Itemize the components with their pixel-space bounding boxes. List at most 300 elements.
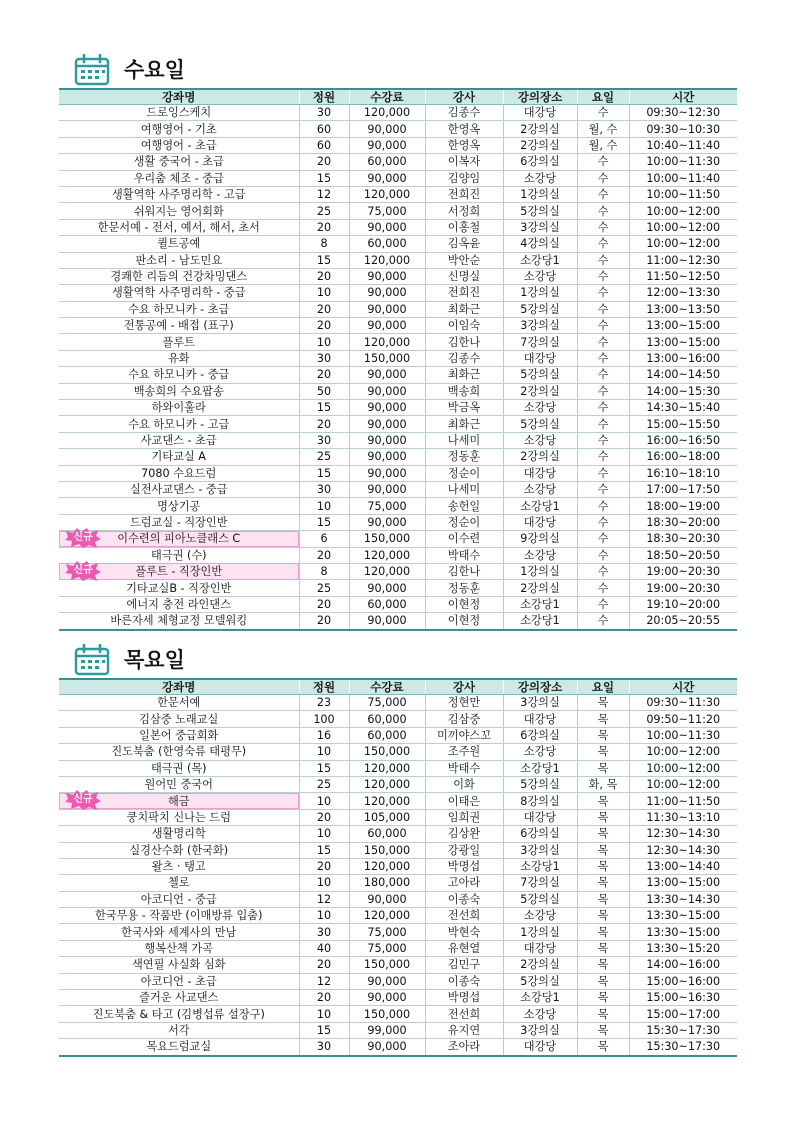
room-cell: 7강의실 — [503, 334, 577, 350]
day-cell: 수 — [577, 613, 629, 630]
room-cell: 2강의실 — [503, 449, 577, 465]
time-cell: 18:30~20:30 — [629, 531, 737, 547]
table-row — [59, 236, 737, 252]
course-name: 명상기공 — [157, 499, 201, 513]
time-cell: 13:30~15:00 — [629, 924, 737, 940]
fee-cell: 120,000 — [349, 776, 425, 792]
room-cell: 소강당1 — [503, 760, 577, 776]
time-cell: 12:00~13:30 — [629, 285, 737, 301]
time-cell: 10:00~12:00 — [629, 776, 737, 792]
fee-cell: 90,000 — [349, 580, 425, 596]
fee-cell: 60,000 — [349, 826, 425, 842]
fee-cell: 60,000 — [349, 727, 425, 743]
fee-cell: 90,000 — [349, 432, 425, 448]
table-body — [59, 105, 737, 630]
table-row — [59, 776, 737, 792]
table-row — [59, 252, 737, 268]
column-header: 수강료 — [349, 89, 425, 105]
teacher-cell: 김옥윤 — [425, 236, 503, 252]
capacity-cell: 50 — [299, 383, 349, 399]
teacher-cell: 이복자 — [425, 154, 503, 170]
time-cell: 19:00~20:30 — [629, 563, 737, 579]
room-cell: 2강의실 — [503, 137, 577, 153]
fee-cell: 90,000 — [349, 318, 425, 334]
course-name: 사교댄스 - 초급 — [140, 434, 217, 447]
fee-cell: 60,000 — [349, 236, 425, 252]
time-cell: 10:00~11:30 — [629, 154, 737, 170]
table-row — [59, 1006, 737, 1022]
room-cell: 소강당 — [503, 744, 577, 760]
table-row — [59, 105, 737, 121]
teacher-cell: 박명섭 — [425, 858, 503, 874]
teacher-cell: 조주원 — [425, 744, 503, 760]
course-name: 7080 수요드럼 — [141, 466, 217, 480]
time-cell: 10:00~11:40 — [629, 170, 737, 186]
room-cell: 2강의실 — [503, 957, 577, 973]
teacher-cell: 김한나 — [425, 334, 503, 350]
fee-cell: 120,000 — [349, 858, 425, 874]
teacher-cell: 한영옥 — [425, 121, 503, 137]
time-cell: 15:30~17:30 — [629, 1039, 737, 1056]
teacher-cell: 김상완 — [425, 826, 503, 842]
table-row — [59, 268, 737, 284]
fee-cell: 90,000 — [349, 613, 425, 630]
new-badge-label: 신규 — [73, 532, 93, 544]
time-cell: 15:00~17:00 — [629, 1006, 737, 1022]
table-row — [59, 891, 737, 907]
day-cell: 목 — [577, 695, 629, 711]
table-row — [59, 842, 737, 858]
table-row — [59, 940, 737, 956]
room-cell: 3강의실 — [503, 318, 577, 334]
capacity-cell: 10 — [299, 826, 349, 842]
teacher-cell: 신명실 — [425, 268, 503, 284]
course-name: 한국사와 세계사의 만남 — [121, 925, 237, 939]
teacher-cell: 이홍철 — [425, 219, 503, 235]
fee-cell: 90,000 — [349, 990, 425, 1006]
capacity-cell: 60 — [299, 137, 349, 153]
course-name: 플루트 - 직장인반 — [135, 565, 223, 579]
teacher-cell: 박명섭 — [425, 990, 503, 1006]
course-name: 쉬워지는 영어회화 — [133, 204, 224, 218]
capacity-cell: 8 — [299, 236, 349, 252]
room-cell: 1강의실 — [503, 285, 577, 301]
course-name: 서각 — [167, 1024, 190, 1037]
room-cell: 소강당 — [503, 432, 577, 448]
time-cell: 13:30~14:30 — [629, 891, 737, 907]
table-row — [59, 858, 737, 874]
fee-cell: 90,000 — [349, 170, 425, 186]
course-name-cell — [59, 219, 299, 235]
table-row — [59, 826, 737, 842]
day-cell: 목 — [577, 1022, 629, 1038]
capacity-cell: 60 — [299, 121, 349, 137]
teacher-cell: 이태은 — [425, 793, 503, 809]
time-cell: 13:00~15:00 — [629, 318, 737, 334]
table-header-row — [59, 679, 737, 695]
day-cell: 수 — [577, 432, 629, 448]
course-name: 수요 하모니카 - 고급 — [128, 417, 230, 431]
room-cell: 소강당1 — [503, 252, 577, 268]
room-cell: 대강당 — [503, 809, 577, 825]
room-cell: 5강의실 — [503, 776, 577, 792]
column-header: 강사 — [425, 679, 503, 695]
day-cell: 목 — [577, 711, 629, 727]
teacher-cell: 나세미 — [425, 432, 503, 448]
course-name-cell — [59, 940, 299, 956]
course-name-cell — [59, 334, 299, 350]
course-name: 경쾌한 리듬의 건강차밍댄스 — [110, 270, 248, 284]
capacity-cell: 15 — [299, 760, 349, 776]
course-name: 해금 — [167, 794, 190, 808]
capacity-cell: 10 — [299, 875, 349, 891]
course-table — [59, 88, 737, 631]
room-cell: 7강의실 — [503, 875, 577, 891]
table-row — [59, 514, 737, 530]
day-cell: 수 — [577, 596, 629, 612]
fee-cell: 90,000 — [349, 465, 425, 481]
capacity-cell: 20 — [299, 219, 349, 235]
room-cell: 소강당1 — [503, 858, 577, 874]
table-row — [59, 744, 737, 760]
table-row — [59, 596, 737, 612]
capacity-cell: 20 — [299, 318, 349, 334]
course-name-cell — [59, 1039, 299, 1056]
capacity-cell: 40 — [299, 940, 349, 956]
capacity-cell: 12 — [299, 186, 349, 202]
time-cell: 10:00~11:30 — [629, 727, 737, 743]
day-cell: 수 — [577, 449, 629, 465]
course-name-cell — [59, 842, 299, 858]
fee-cell: 120,000 — [349, 908, 425, 924]
course-name-cell — [59, 924, 299, 940]
course-name-cell — [59, 268, 299, 284]
course-name-cell — [59, 449, 299, 465]
fee-cell: 90,000 — [349, 973, 425, 989]
course-name-cell — [59, 105, 299, 121]
day-cell: 월, 수 — [577, 121, 629, 137]
day-cell: 수 — [577, 481, 629, 497]
teacher-cell: 박금옥 — [425, 400, 503, 416]
teacher-cell: 김종수 — [425, 105, 503, 121]
course-name: 판소리 - 남도민요 — [135, 253, 223, 267]
day-cell: 목 — [577, 826, 629, 842]
course-name-cell — [59, 744, 299, 760]
course-name-cell — [59, 170, 299, 186]
fee-cell: 90,000 — [349, 891, 425, 907]
room-cell: 대강당 — [503, 1039, 577, 1056]
course-name-cell — [59, 563, 299, 579]
course-name-cell — [59, 154, 299, 170]
capacity-cell: 10 — [299, 334, 349, 350]
course-name: 에너지 충전 라인댄스 — [126, 597, 231, 611]
course-name-cell — [59, 891, 299, 907]
day-cell: 수 — [577, 514, 629, 530]
day-cell: 수 — [577, 154, 629, 170]
capacity-cell: 12 — [299, 973, 349, 989]
table-row — [59, 613, 737, 630]
time-cell: 17:00~17:50 — [629, 481, 737, 497]
teacher-cell: 이종숙 — [425, 973, 503, 989]
course-name: 목요드럼교실 — [146, 1040, 212, 1054]
teacher-cell: 이수련 — [425, 531, 503, 547]
time-cell: 15:00~16:30 — [629, 990, 737, 1006]
fee-cell: 75,000 — [349, 940, 425, 956]
course-name: 한문서예 - 전서, 예서, 해서, 초서 — [97, 220, 260, 234]
course-table — [59, 678, 737, 1057]
table-row — [59, 186, 737, 202]
table-row — [59, 170, 737, 186]
table-row — [59, 563, 737, 579]
time-cell: 09:30~10:30 — [629, 121, 737, 137]
course-name-cell — [59, 809, 299, 825]
capacity-cell: 20 — [299, 301, 349, 317]
capacity-cell: 15 — [299, 1022, 349, 1038]
teacher-cell: 전선희 — [425, 908, 503, 924]
course-name-cell — [59, 416, 299, 432]
course-name: 플루트 — [162, 335, 195, 349]
course-name: 백송희의 수요팝송 — [133, 384, 224, 398]
course-name-cell — [59, 186, 299, 202]
course-name: 실전사교댄스 - 중급 — [129, 483, 228, 497]
table-row — [59, 416, 737, 432]
fee-cell: 120,000 — [349, 793, 425, 809]
day-cell: 화, 목 — [577, 776, 629, 792]
day-cell: 수 — [577, 203, 629, 219]
table-row — [59, 350, 737, 366]
room-cell: 소강당 — [503, 1006, 577, 1022]
column-header: 정원 — [299, 89, 349, 105]
table-row — [59, 957, 737, 973]
table-header-row — [59, 89, 737, 105]
course-name-cell — [59, 400, 299, 416]
time-cell: 13:30~15:00 — [629, 908, 737, 924]
capacity-cell: 10 — [299, 498, 349, 514]
time-cell: 13:00~13:50 — [629, 301, 737, 317]
time-cell: 14:00~14:50 — [629, 367, 737, 383]
course-name: 전통공예 - 배접 (표구) — [123, 319, 234, 333]
room-cell: 소강당1 — [503, 613, 577, 630]
day-cell: 수 — [577, 416, 629, 432]
table-row — [59, 793, 737, 809]
course-name-cell — [59, 301, 299, 317]
teacher-cell: 임희권 — [425, 809, 503, 825]
capacity-cell: 20 — [299, 990, 349, 1006]
capacity-cell: 10 — [299, 744, 349, 760]
room-cell: 8강의실 — [503, 793, 577, 809]
room-cell: 4강의실 — [503, 236, 577, 252]
course-name: 생활역학 사주명리학 - 고급 — [111, 188, 246, 202]
room-cell: 5강의실 — [503, 416, 577, 432]
room-cell: 5강의실 — [503, 891, 577, 907]
day-cell: 수 — [577, 334, 629, 350]
teacher-cell: 전희진 — [425, 285, 503, 301]
day-cell: 목 — [577, 891, 629, 907]
fee-cell: 75,000 — [349, 924, 425, 940]
course-name-cell — [59, 1022, 299, 1038]
capacity-cell: 20 — [299, 858, 349, 874]
day-cell: 수 — [577, 268, 629, 284]
calendar-icon — [74, 54, 110, 86]
time-cell: 13:00~15:00 — [629, 875, 737, 891]
course-name-cell — [59, 711, 299, 727]
course-name-cell — [59, 350, 299, 366]
room-cell: 6강의실 — [503, 727, 577, 743]
teacher-cell: 유지연 — [425, 1022, 503, 1038]
teacher-cell: 한영옥 — [425, 137, 503, 153]
teacher-cell: 이현정 — [425, 613, 503, 630]
capacity-cell: 23 — [299, 695, 349, 711]
room-cell: 3강의실 — [503, 842, 577, 858]
course-name-cell — [59, 875, 299, 891]
course-name: 태극권 (수) — [150, 548, 207, 562]
teacher-cell: 정순이 — [425, 465, 503, 481]
capacity-cell: 20 — [299, 154, 349, 170]
fee-cell: 90,000 — [349, 121, 425, 137]
course-name-cell — [59, 908, 299, 924]
table-row — [59, 1022, 737, 1038]
room-cell: 2강의실 — [503, 580, 577, 596]
column-header: 시간 — [629, 89, 737, 105]
time-cell: 11:00~11:50 — [629, 793, 737, 809]
course-name-cell — [59, 957, 299, 973]
time-cell: 10:00~12:00 — [629, 219, 737, 235]
fee-cell: 90,000 — [349, 137, 425, 153]
fee-cell: 90,000 — [349, 285, 425, 301]
room-cell: 1강의실 — [503, 186, 577, 202]
teacher-cell: 김한나 — [425, 563, 503, 579]
course-name: 생활 중국어 - 초급 — [133, 155, 224, 169]
room-cell: 3강의실 — [503, 1022, 577, 1038]
table-row — [59, 154, 737, 170]
teacher-cell: 최화근 — [425, 416, 503, 432]
time-cell: 10:00~12:00 — [629, 760, 737, 776]
teacher-cell: 김양임 — [425, 170, 503, 186]
course-name: 진도북춤 & 타고 (김병섭류 설장구) — [92, 1007, 265, 1021]
course-name: 아코디언 - 중급 — [140, 892, 217, 906]
table-row — [59, 973, 737, 989]
table-row — [59, 465, 737, 481]
course-name-cell — [59, 285, 299, 301]
room-cell: 소강당 — [503, 400, 577, 416]
room-cell: 1강의실 — [503, 924, 577, 940]
fee-cell: 90,000 — [349, 383, 425, 399]
day-cell: 수 — [577, 186, 629, 202]
time-cell: 11:00~12:30 — [629, 252, 737, 268]
room-cell: 대강당 — [503, 711, 577, 727]
teacher-cell: 박현숙 — [425, 924, 503, 940]
fee-cell: 120,000 — [349, 760, 425, 776]
day-cell: 수 — [577, 252, 629, 268]
fee-cell: 99,000 — [349, 1022, 425, 1038]
course-name: 드럼교실 - 직장인반 — [129, 515, 228, 529]
time-cell: 13:00~16:00 — [629, 350, 737, 366]
course-name: 일본어 중급회화 — [139, 728, 219, 742]
teacher-cell: 박태수 — [425, 547, 503, 563]
fee-cell: 75,000 — [349, 203, 425, 219]
teacher-cell: 송헌일 — [425, 498, 503, 514]
time-cell: 14:00~16:00 — [629, 957, 737, 973]
teacher-cell: 조아라 — [425, 1039, 503, 1056]
course-name: 수요 하모니카 - 초급 — [128, 302, 230, 316]
teacher-cell: 최화근 — [425, 301, 503, 317]
time-cell: 19:00~20:30 — [629, 580, 737, 596]
day-cell: 수 — [577, 301, 629, 317]
room-cell: 6강의실 — [503, 154, 577, 170]
teacher-cell: 최화근 — [425, 367, 503, 383]
day-cell: 수 — [577, 350, 629, 366]
course-name-cell — [59, 531, 299, 547]
capacity-cell: 100 — [299, 711, 349, 727]
column-header: 시간 — [629, 679, 737, 695]
course-name: 기타교실B - 직장인반 — [126, 581, 232, 595]
time-cell: 15:00~16:00 — [629, 973, 737, 989]
fee-cell: 60,000 — [349, 711, 425, 727]
course-name: 한문서예 — [157, 696, 201, 710]
room-cell: 대강당 — [503, 350, 577, 366]
day-cell: 목 — [577, 858, 629, 874]
time-cell: 10:00~12:00 — [629, 203, 737, 219]
time-cell: 12:30~14:30 — [629, 842, 737, 858]
course-name: 이수련의 피아노클래스 C — [117, 532, 241, 546]
teacher-cell: 강광일 — [425, 842, 503, 858]
course-name-cell — [59, 973, 299, 989]
teacher-cell: 이현정 — [425, 596, 503, 612]
teacher-cell: 전선희 — [425, 1006, 503, 1022]
day-cell: 수 — [577, 236, 629, 252]
table-row — [59, 400, 737, 416]
course-name-cell — [59, 137, 299, 153]
day-cell: 수 — [577, 531, 629, 547]
room-cell: 2강의실 — [503, 121, 577, 137]
time-cell: 13:30~15:20 — [629, 940, 737, 956]
room-cell: 소강당 — [503, 547, 577, 563]
fee-cell: 120,000 — [349, 334, 425, 350]
table-row — [59, 531, 737, 547]
teacher-cell: 미끼야스꼬 — [425, 727, 503, 743]
course-name: 수요 하모니카 - 중급 — [128, 368, 230, 382]
room-cell: 대강당 — [503, 514, 577, 530]
course-name-cell — [59, 826, 299, 842]
day-cell: 수 — [577, 400, 629, 416]
course-name: 여행영어 - 기초 — [140, 122, 217, 136]
day-cell: 목 — [577, 957, 629, 973]
room-cell: 소강당 — [503, 481, 577, 497]
fee-cell: 105,000 — [349, 809, 425, 825]
time-cell: 14:30~15:40 — [629, 400, 737, 416]
table-row — [59, 547, 737, 563]
day-cell: 수 — [577, 318, 629, 334]
fee-cell: 120,000 — [349, 105, 425, 121]
time-cell: 19:10~20:00 — [629, 596, 737, 612]
course-name: 원어민 중국어 — [144, 778, 213, 792]
table-row — [59, 334, 737, 350]
room-cell: 1강의실 — [503, 563, 577, 579]
time-cell: 18:30~20:00 — [629, 514, 737, 530]
fee-cell: 90,000 — [349, 301, 425, 317]
teacher-cell: 서정희 — [425, 203, 503, 219]
course-name-cell — [59, 383, 299, 399]
capacity-cell: 15 — [299, 400, 349, 416]
fee-cell: 90,000 — [349, 449, 425, 465]
fee-cell: 120,000 — [349, 547, 425, 563]
teacher-cell: 정동훈 — [425, 449, 503, 465]
day-cell: 목 — [577, 990, 629, 1006]
room-cell: 5강의실 — [503, 973, 577, 989]
capacity-cell: 30 — [299, 1039, 349, 1056]
course-name-cell — [59, 498, 299, 514]
course-name: 첼로 — [167, 876, 190, 890]
